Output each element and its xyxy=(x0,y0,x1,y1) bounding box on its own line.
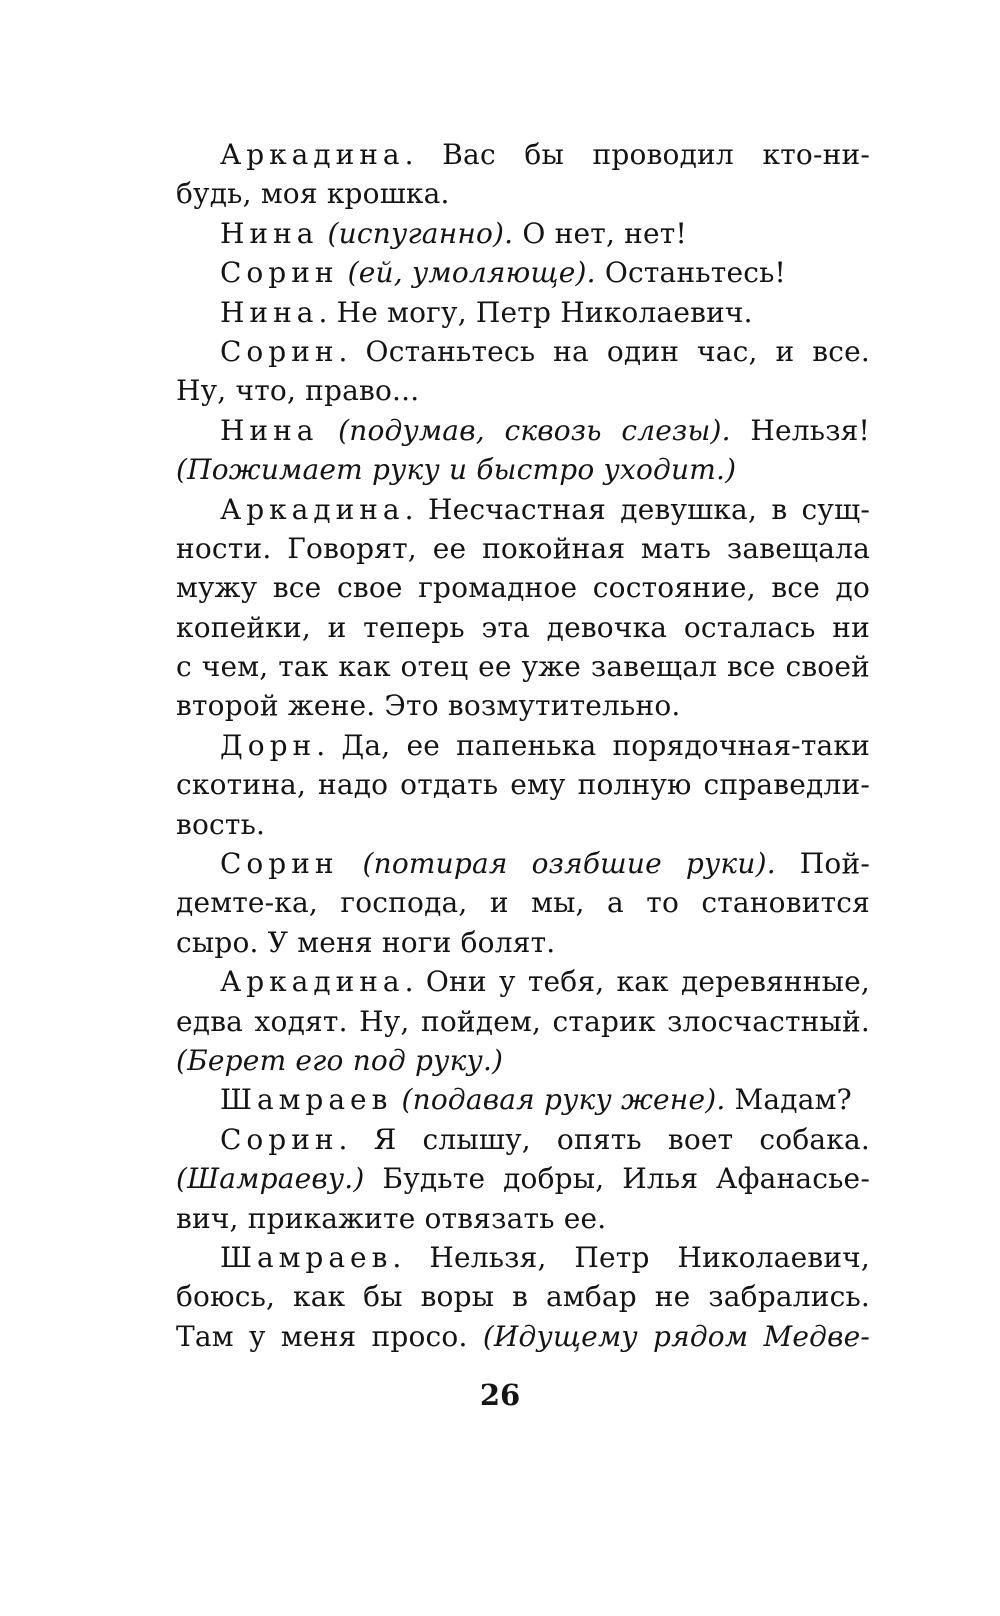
dialogue-text: демте-ка, господа, и мы, а то становится xyxy=(176,886,870,920)
text-line xyxy=(176,1238,870,1277)
dialogue-text: . Они у тебя, как деревянные, xyxy=(404,965,870,999)
speaker-name: Шамраев xyxy=(220,1083,393,1117)
text-line xyxy=(176,923,870,962)
speaker-name: Сорин xyxy=(220,334,339,368)
dialogue-text: Будьте добры, Илья Афанасье- xyxy=(364,1162,870,1196)
text-line xyxy=(176,1159,870,1198)
stage-direction: (Идущему рядом Медве- xyxy=(482,1319,871,1353)
text-line xyxy=(176,1199,870,1238)
text-line xyxy=(176,1002,870,1041)
speaker-name: Нина xyxy=(220,216,319,250)
text-line xyxy=(176,529,870,568)
text-line xyxy=(176,805,870,844)
dialogue-text: с чем, так как отец ее уже завещал все своей xyxy=(176,650,870,684)
speaker-name: Аркадина xyxy=(220,965,405,999)
dialogue-text: вич, прикажите отвязать ее. xyxy=(176,1201,607,1235)
text-line xyxy=(176,1317,870,1356)
dialogue-text: . Нельзя, Петр Николаевич, xyxy=(392,1240,870,1274)
speaker-name: Сорин xyxy=(220,256,339,290)
text-line xyxy=(176,883,870,922)
dialogue-text: . Не могу, Петр Николаевич. xyxy=(318,295,753,329)
stage-direction: (ей, умоляюще). xyxy=(347,256,596,290)
dialogue-text: сыро. У меня ноги болят. xyxy=(176,925,556,959)
text-line xyxy=(176,371,870,410)
book-page-text xyxy=(176,135,870,1356)
stage-direction: (Шамраеву.) xyxy=(176,1162,365,1196)
dialogue-text: ности. Говорят, ее покойная мать завещала xyxy=(176,531,870,565)
text-line xyxy=(176,1277,870,1316)
dialogue-text: Останьтесь! xyxy=(595,256,786,290)
dialogue-text: боюсь, как бы воры в амбар не забрались. xyxy=(176,1280,870,1314)
text-line xyxy=(176,253,870,292)
text-line xyxy=(176,608,870,647)
text-line xyxy=(176,686,870,725)
text-line xyxy=(176,1080,870,1119)
speaker-name: Сорин xyxy=(220,847,339,881)
dialogue-text: вость. xyxy=(176,807,266,841)
text-line xyxy=(176,844,870,883)
dialogue-text: . Несчастная девушка, в сущ- xyxy=(404,492,870,526)
text-line xyxy=(176,293,870,332)
dialogue-text: едва ходят. Ну, пойдем, старик злосчастный. xyxy=(176,1004,870,1038)
text-line xyxy=(176,962,870,1001)
dialogue-text xyxy=(339,847,363,880)
speaker-name: Аркадина xyxy=(220,492,405,526)
speaker-name: Нина xyxy=(220,295,319,329)
speaker-name: Аркадина xyxy=(220,138,405,171)
speaker-name: Нина xyxy=(220,413,319,447)
dialogue-text xyxy=(318,414,338,447)
dialogue-text xyxy=(339,256,348,289)
dialogue-text: мужу все свое громадное состояние, все до xyxy=(176,571,870,605)
dialogue-text: Пой- xyxy=(775,847,870,881)
text-line xyxy=(176,490,870,529)
dialogue-text: Там у меня просо. xyxy=(176,1319,483,1353)
dialogue-text: Мадам? xyxy=(725,1083,852,1117)
text-line xyxy=(176,765,870,804)
dialogue-text: Нельзя! xyxy=(730,413,871,447)
speaker-name: Шамраев xyxy=(220,1240,393,1274)
text-line xyxy=(176,174,870,213)
text-line xyxy=(176,1120,870,1159)
dialogue-text xyxy=(318,217,327,250)
stage-direction: (потирая озябшие руки). xyxy=(362,847,776,881)
stage-direction: (Пожимает руку и быстро уходит.) xyxy=(176,453,737,487)
text-line xyxy=(176,726,870,765)
dialogue-text: . Вас бы проводил кто-ни- xyxy=(404,138,870,171)
dialogue-text: . Я слышу, опять воет собака. xyxy=(338,1122,870,1156)
text-line xyxy=(176,411,870,450)
text-line xyxy=(176,450,870,489)
dialogue-text: второй жене. Это возмутительно. xyxy=(176,689,681,723)
page-number: 26 xyxy=(479,1378,521,1412)
text-line xyxy=(176,135,870,174)
text-line xyxy=(176,568,870,607)
dialogue-text: . Да, ее папенька порядочная-таки xyxy=(316,728,870,762)
text-line xyxy=(176,332,870,371)
dialogue-text: Ну, что, право... xyxy=(176,374,420,408)
dialogue-text: скотина, надо отдать ему полную справедли- xyxy=(176,768,870,802)
stage-direction: (подавая руку жене). xyxy=(401,1083,726,1117)
dialogue-text: . Останьтесь на один час, и все. xyxy=(338,334,870,368)
dialogue-text: будь, моя крошка. xyxy=(176,177,450,211)
stage-direction: (Берет его под руку.) xyxy=(176,1043,504,1077)
text-line xyxy=(176,214,870,253)
stage-direction: (испуганно). xyxy=(327,216,514,250)
speaker-name: Дорн xyxy=(220,728,317,762)
text-line xyxy=(176,1041,870,1080)
dialogue-text: копейки, и теперь эта девочка осталась ни xyxy=(176,610,870,644)
speaker-name: Сорин xyxy=(220,1122,339,1156)
stage-direction: (подумав, сквозь слезы). xyxy=(338,413,731,447)
text-line xyxy=(176,647,870,686)
dialogue-text: О нет, нет! xyxy=(513,216,687,250)
